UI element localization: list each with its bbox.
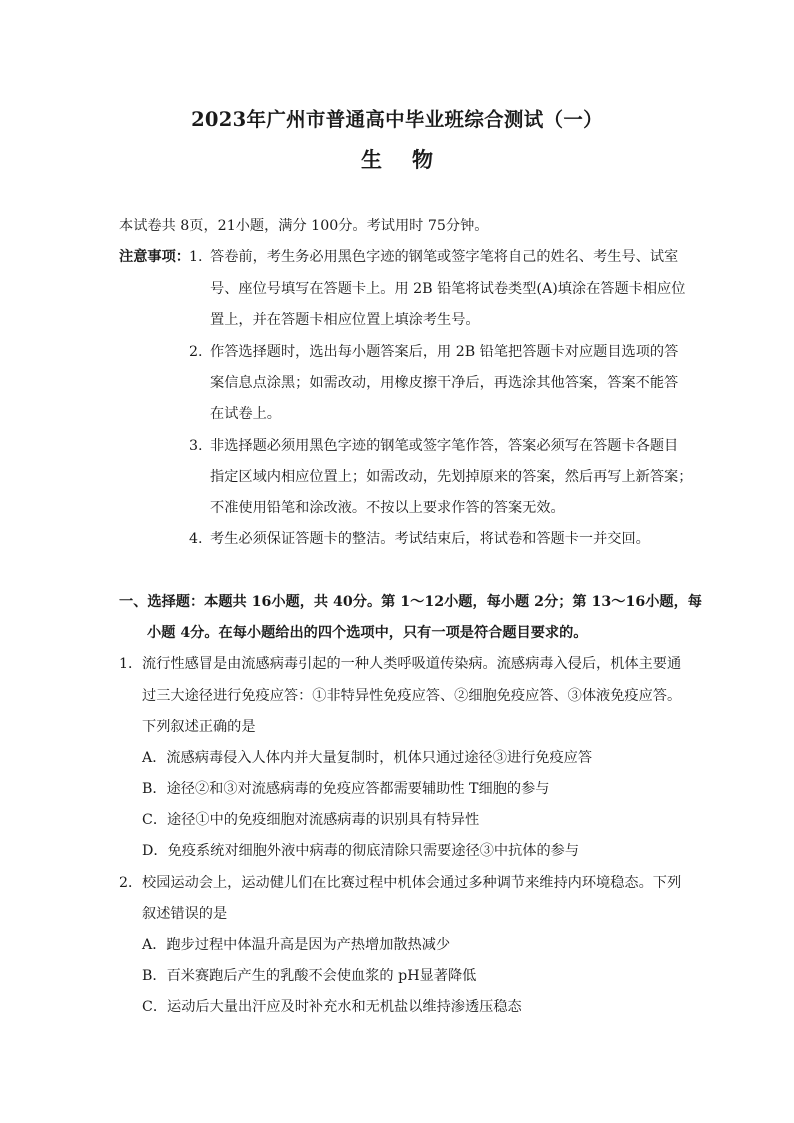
notice-item-line: 号、座位号填写在答题卡上。用 2B 铅笔将试卷类型(A)填涂在答题卡相应位 bbox=[210, 281, 686, 297]
notice-item-line: 置上，并在答题卡相应位置上填涂考生号。 bbox=[210, 312, 480, 328]
exam-subject: 生物 bbox=[361, 147, 463, 172]
question-option: D．免疫系统对细胞外液中病毒的彻底清除只需要途径③中抗体的参与 bbox=[142, 843, 580, 859]
notice-item-line: 答卷前，考生务必用黑色字迹的钢笔或签字笔将自己的姓名、考生号、试室 bbox=[210, 249, 679, 265]
question-option: C．运动后大量出汗应及时补充水和无机盐以维持渗透压稳态 bbox=[142, 999, 522, 1015]
notice-item-number: 3. bbox=[189, 438, 203, 454]
question-stem-line: 下列叙述正确的是 bbox=[142, 719, 256, 735]
notice-item-line: 指定区域内相应位置上；如需改动，先划掉原来的答案，然后再写上新答案； bbox=[210, 469, 693, 485]
notice-item-line: 考生必须保证答题卡的整洁。考试结束后，将试卷和答题卡一并交回。 bbox=[210, 531, 650, 547]
exam-title: 2023年广州市普通高中毕业班综合测试（一） bbox=[191, 108, 603, 131]
question-option: C．途径①中的免疫细胞对流感病毒的识别具有特异性 bbox=[142, 812, 480, 828]
question-option: A．跑步过程中体温升高是因为产热增加散热减少 bbox=[142, 937, 451, 953]
question-stem-line: 过三大途径进行免疫应答：①非特异性免疫应答、②细胞免疫应答、③体液免疫应答。 bbox=[142, 688, 682, 704]
question-stem-line: 流行性感冒是由流感病毒引起的一种人类呼吸道传染病。流感病毒入侵后，机体主要通 bbox=[142, 656, 682, 672]
notice-item-number: 2. bbox=[189, 344, 203, 360]
question-stem-line: 校园运动会上，运动健儿们在比赛过程中机体会通过多种调节来维持内环境稳态。下列 bbox=[142, 875, 682, 891]
notice-item-line: 案信息点涂黑；如需改动，用橡皮擦干净后，再选涂其他答案，答案不能答 bbox=[210, 375, 679, 391]
question-number: 2． bbox=[119, 875, 143, 891]
notice-item-line: 在试卷上。 bbox=[210, 406, 281, 422]
question-option: B．百米赛跑后产生的乳酸不会使血浆的 pH显著降低 bbox=[142, 968, 477, 984]
question-option: B．途径②和③对流感病毒的免疫应答都需要辅助性 T细胞的参与 bbox=[142, 781, 550, 797]
question-option: A．流感病毒侵入人体内并大量复制时，机体只通过途径③进行免疫应答 bbox=[142, 750, 593, 766]
notice-item-line: 不准使用铅笔和涂改液。不按以上要求作答的答案无效。 bbox=[210, 500, 565, 516]
exam-intro: 本试卷共 8页，21小题，满分 100分。考试用时 75分钟。 bbox=[119, 218, 489, 234]
notice-item-line: 作答选择题时，选出每小题答案后，用 2B 铅笔把答题卡对应题目选项的答 bbox=[210, 344, 679, 360]
notice-item-number: 1. bbox=[189, 249, 203, 265]
notice-item-line: 非选择题必须用黑色字迹的钢笔或签字笔作答，答案必须写在答题卡各题目 bbox=[210, 438, 679, 454]
section-heading: 一、选择题：本题共 16小题，共 40分。第 1～12小题，每小题 2分；第 13～16小题，每 bbox=[119, 594, 702, 610]
notice-item-number: 4. bbox=[189, 531, 203, 547]
notice-label: 注意事项： bbox=[119, 249, 190, 265]
question-number: 1． bbox=[119, 656, 143, 672]
question-stem-line: 叙述错误的是 bbox=[142, 906, 228, 922]
section-heading: 小题 4分。在每小题给出的四个选项中，只有一项是符合题目要求的。 bbox=[147, 625, 588, 641]
